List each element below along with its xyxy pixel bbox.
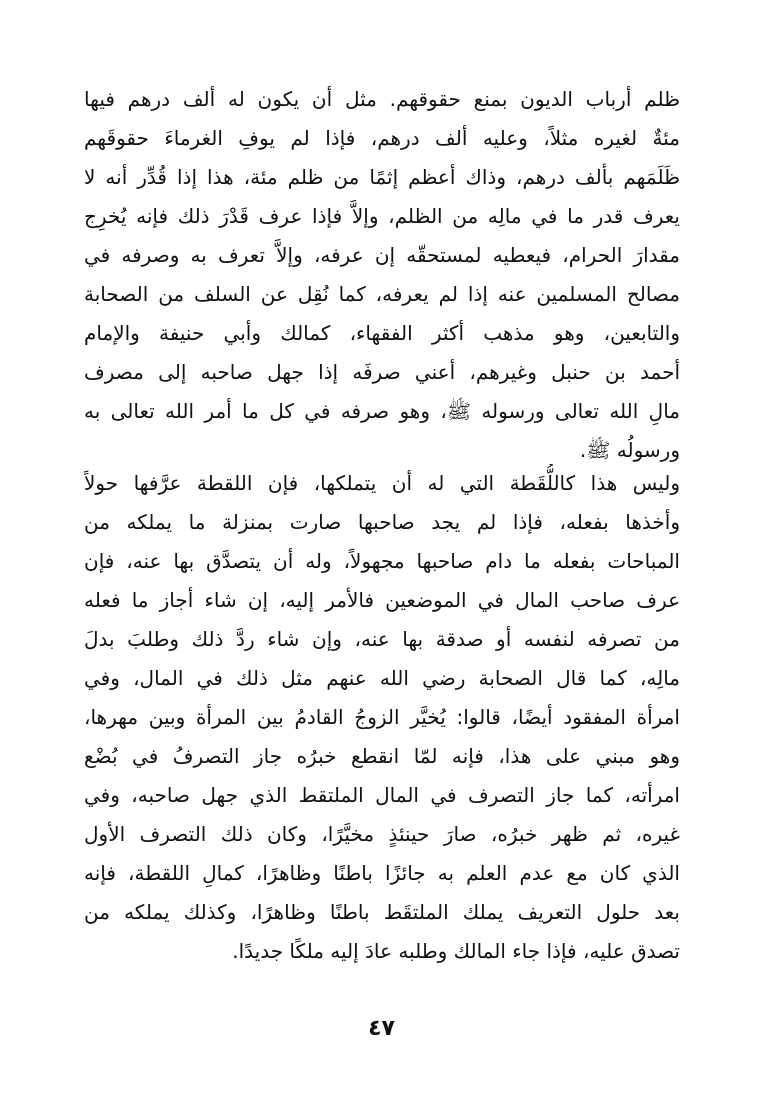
paragraph-line: مئةٌ لغيره مثلاً، وعليه ألف درهم، فإذا لم يوفِ الغرماءَ حقوقَهم [84, 126, 680, 150]
paragraph-2 [84, 464, 680, 971]
paragraph-line: مالِ الله تعالى ورسوله ﷺ، وهو صرفه في كل ما أمر الله تعالى به [84, 399, 680, 423]
paragraph-line: المباحات بفعله ما دام صاحبها مجهولاً، وله أن يتصدَّق بها عنه، فإن [84, 549, 680, 573]
paragraph-line: وهو مبني على هذا، فإنه لمّا انقطع خبرُه جاز التصرفُ في بُضْع [84, 744, 680, 768]
paragraph-line: مالِه، كما قال الصحابة رضي الله عنهم مثل ذلك في المال، وفي [84, 666, 680, 690]
paragraph-line: تصدق عليه، فإذا جاء المالك وطلبه عادَ إليه ملكًا جديدًا. [232, 939, 680, 963]
paragraph-line: ورسولُه ﷺ. [579, 438, 680, 462]
paragraph-line: غيره، ثم ظهر خبرُه، صارَ حينئذٍ مخيَّرًا، وكان ذلك التصرف الأول [84, 822, 680, 846]
paragraph-line: الذي كان مع عدم العلم به جائزًا باطنًا وظاهرًا، كمالِ اللقطة، فإنه [84, 861, 680, 885]
paragraph-line: بعد حلول التعريف يملك الملتقَط باطنًا وظاهرًا، وكذلك يملكه من [84, 900, 680, 924]
page-number: ٤٧ [368, 1016, 395, 1041]
paragraph-line: من تصرفه لنفسه أو صدقة بها عنه، وإن شاء ردَّ ذلك وطلبَ بدلَ [84, 627, 680, 651]
paragraph-line: مقدارَ الحرام، فيعطيه لمستحقّه إن عرفه، وإلاَّ تعرف به وصرفه في [84, 243, 680, 267]
paragraph-line: يعرف قدر ما في مالِه من الظلم، وإلاَّ فإذا عرف قَدْرَ ذلك فإنه يُخرِج [84, 204, 680, 228]
paragraph-line: امرأته، كما جاز التصرف في المال الملتقط الذي جهل صاحبه، وفي [84, 783, 680, 807]
paragraph-line: ظلم أرباب الديون بمنع حقوقهم. مثل أن يكون له ألف درهم فيها [84, 87, 680, 111]
paragraph-line: وليس هذا كاللُّقَطة التي له أن يتملكها، فإن اللقطة عرَّفها حولاً [84, 471, 680, 495]
paragraph-line: وأخذها بفعله، فإذا لم يجد صاحبها صارت بمنزلة ما يملكه من [84, 510, 680, 534]
paragraph-1 [84, 80, 680, 470]
paragraph-line: مصالح المسلمين عنه إذا لم يعرفه، كما نُقِل عن السلف من الصحابة [84, 282, 680, 306]
paragraph-line: والتابعين، وهو مذهب أكثر الفقهاء، كمالك وأبي حنيفة والإمام [84, 321, 680, 345]
paragraph-line: امرأة المفقود أيضًا، قالوا: يُخيَّر الزوجُ القادمُ بين المرأة وبين مهرها، [84, 705, 680, 729]
paragraph-line: أحمد بن حنبل وغيرهم، أعني صرفَه إذا جهل صاحبه إلى مصرف [84, 360, 680, 384]
paragraph-line: عرف صاحب المال في الموضعين فالأمر إليه، إن شاء أجاز ما فعله [84, 588, 680, 612]
paragraph-line: ظَلَمَهم بألف درهم، وذاك أعظم إثمًا من ظلم مئة، هذا إذا قُدِّر أنه لا [84, 165, 680, 189]
